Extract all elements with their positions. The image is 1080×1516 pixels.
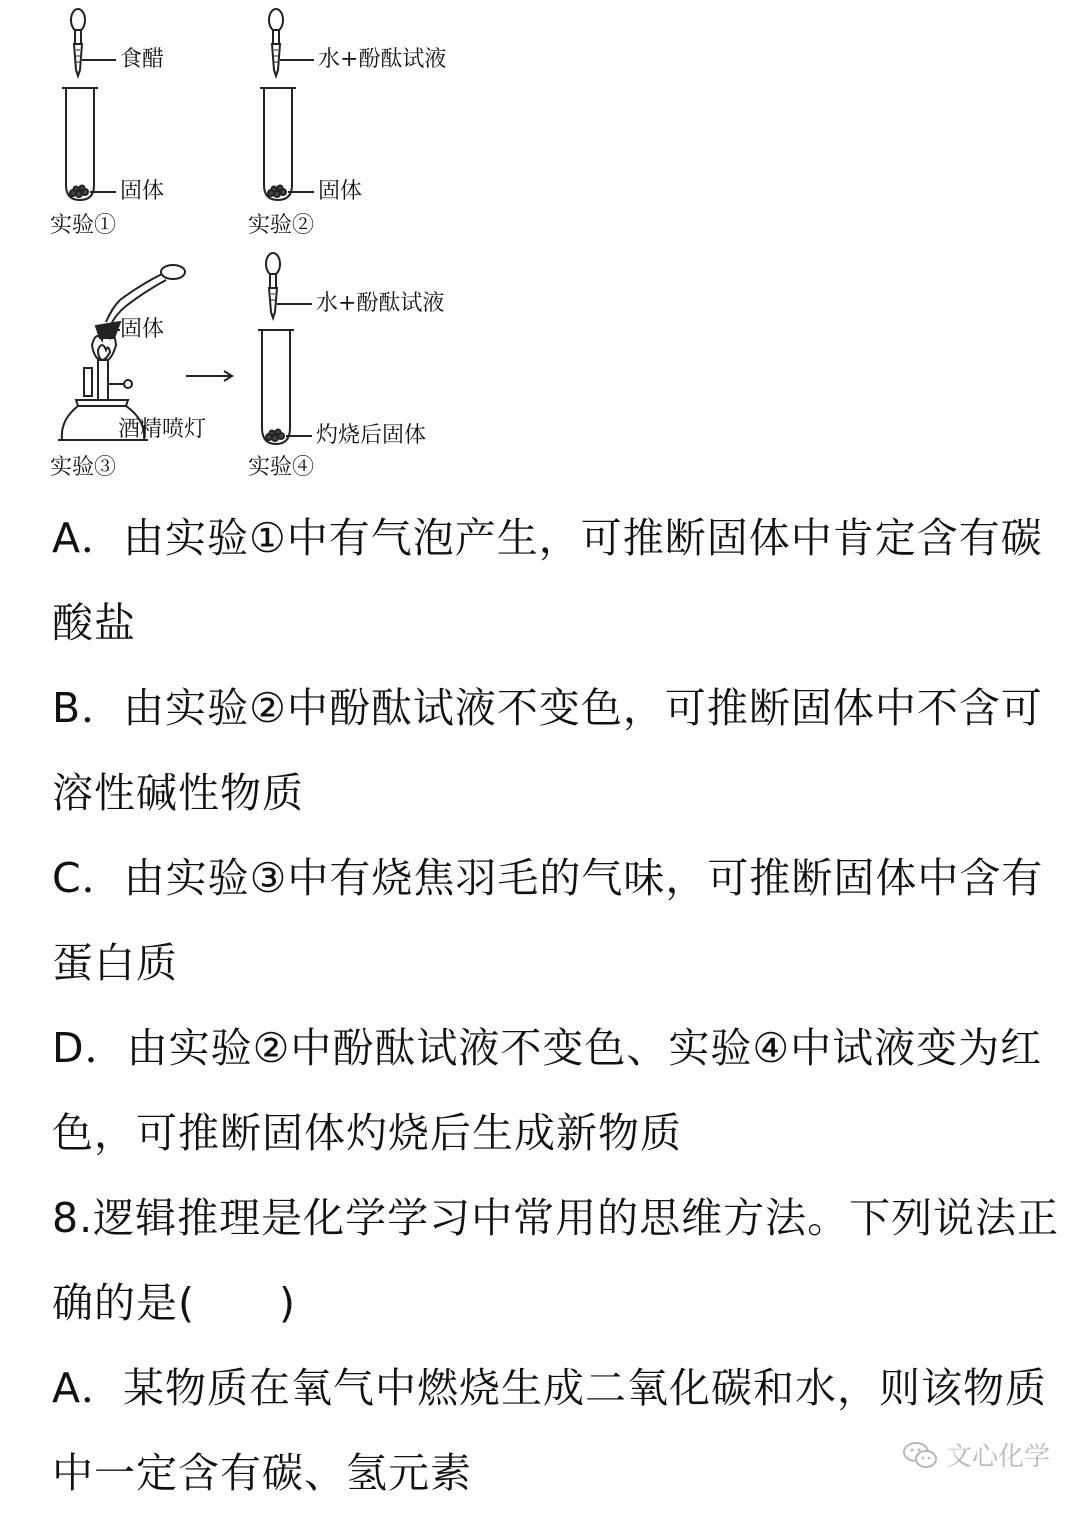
option-7a-line-2: 酸盐	[52, 599, 136, 647]
test-tube-2	[260, 88, 314, 200]
experiment-figure	[40, 0, 500, 490]
question-8-line-2: 确的是( )	[52, 1279, 296, 1327]
question-text	[52, 496, 1060, 1516]
question-8-line-1: 8.逻辑推理是化学学习中常用的思维方法。下列说法正	[52, 1194, 1060, 1242]
dropper-4	[266, 253, 312, 318]
option-7d-line-1: D．由实验②中酚酞试液不变色、实验④中试液变为红	[52, 1024, 1043, 1072]
option-7d-line-2: 色，可推断固体灼烧后生成新物质	[52, 1109, 682, 1157]
apparatus-drawing	[40, 0, 500, 490]
option-7b-line-2: 溶性碱性物质	[52, 769, 304, 817]
option-7b-line-1: B．由实验②中酚酞试液不变色，可推断固体中不含可	[52, 684, 1043, 732]
label-vinegar: 食醋	[120, 47, 165, 72]
option-8a-line-2: 中一定含有碳、氢元素	[52, 1449, 472, 1497]
label-solid-1: 固体	[120, 179, 165, 204]
label-water-phenolphthalein-2: 水+酚酞试液	[318, 47, 447, 72]
watermark	[902, 1436, 1050, 1473]
label-solid-3: 固体	[120, 317, 165, 342]
option-7c-line-1: C．由实验③中有烧焦羽毛的气味，可推断固体中含有	[52, 854, 1044, 902]
option-7c-line-2: 蛋白质	[52, 939, 178, 987]
label-exp-1: 实验①	[50, 213, 117, 238]
label-water-phenolphthalein-4: 水+酚酞试液	[316, 291, 445, 316]
wechat-icon	[902, 1440, 938, 1470]
option-8a-line-1: A．某物质在氧气中燃烧生成二氧化碳和水，则该物质	[52, 1364, 1048, 1412]
label-exp-2: 实验②	[248, 213, 315, 238]
arrow	[186, 371, 232, 381]
dropper-1	[71, 9, 116, 76]
label-exp-3: 实验③	[50, 455, 117, 480]
dropper-2	[269, 9, 314, 76]
watermark-text: 文心化学	[945, 1442, 1050, 1472]
label-exp-4: 实验④	[248, 455, 315, 480]
label-alcohol-lamp: 酒精喷灯	[118, 417, 207, 442]
option-7a-line-1: A．由实验①中有气泡产生，可推断固体中肯定含有碳	[52, 514, 1043, 562]
test-tube-1	[62, 88, 116, 200]
test-tube-4	[258, 330, 312, 444]
label-burned-solid: 灼烧后固体	[316, 423, 427, 448]
label-solid-2: 固体	[318, 179, 363, 204]
